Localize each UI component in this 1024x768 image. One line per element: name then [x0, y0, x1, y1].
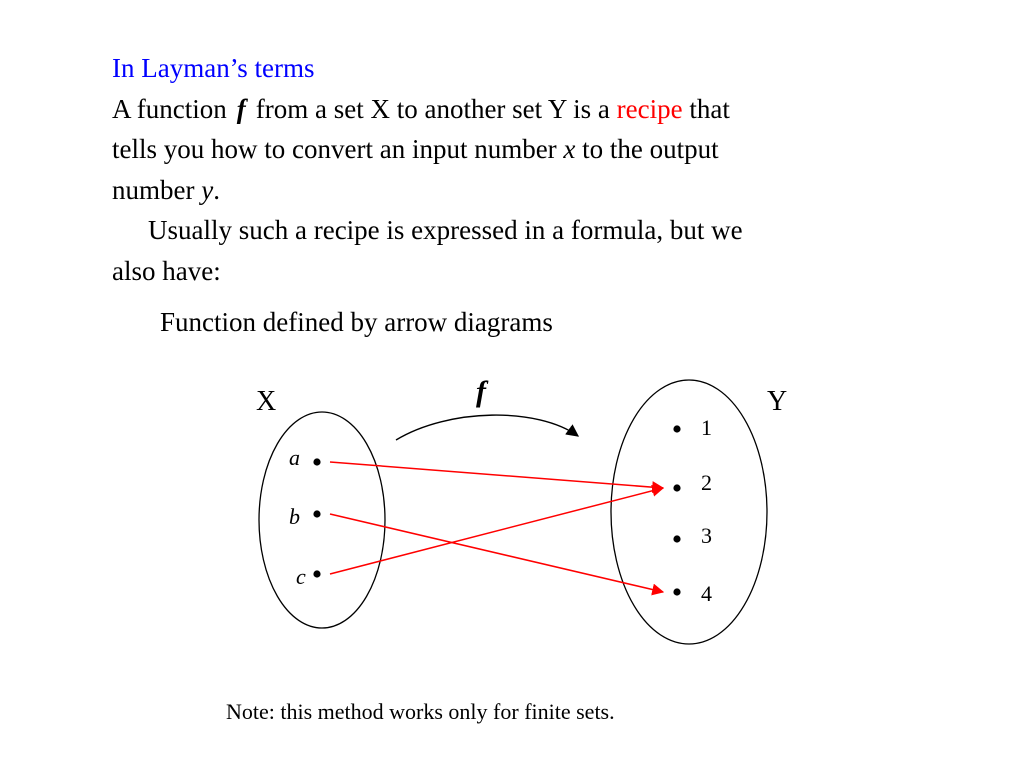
mapping-arrow-c-to-2 [330, 488, 663, 574]
p1-part4: tells you how to convert an input number [112, 134, 557, 164]
codomain-element-dot-4 [673, 588, 680, 595]
mapping-arrow-b-to-4 [330, 514, 663, 592]
codomain-element-dot-2 [673, 484, 680, 491]
domain-element-dot-a [313, 458, 320, 465]
domain-label: X [256, 386, 277, 417]
codomain-element-dot-1 [673, 425, 680, 432]
codomain-element-dot-3 [673, 535, 680, 542]
diagram-subheading: Function defined by arrow diagrams [160, 307, 553, 337]
domain-element-label-b: b [289, 504, 300, 529]
input-variable: x [563, 134, 576, 164]
domain-element-label-a: a [289, 445, 300, 470]
codomain-element-label-1: 1 [701, 415, 712, 440]
function-symbol: f [236, 93, 246, 124]
heading: In Layman’s terms [112, 53, 315, 83]
output-variable: y [201, 174, 214, 205]
finite-sets-note: Note: this method works only for finite sets. [226, 699, 615, 724]
function-label: f [476, 375, 486, 408]
domain-element-dot-c [313, 570, 320, 577]
codomain-set-ellipse [611, 380, 767, 644]
p1-part2: from a set X to another set Y is a [255, 93, 610, 124]
p1-part6: number [112, 174, 195, 205]
function-arrow [396, 415, 578, 440]
domain-element-label-c: c [296, 564, 306, 589]
p1-part3: that [689, 93, 730, 124]
codomain-label: Y [767, 386, 788, 417]
codomain-points [673, 415, 712, 606]
p2-line1-text: Usually such a recipe is expressed in a formula, but we [148, 215, 743, 245]
domain-points [289, 445, 321, 589]
domain-element-dot-b [313, 510, 320, 517]
codomain-element-label-3: 3 [701, 523, 712, 548]
recipe-highlight: recipe [616, 93, 683, 124]
p1-part1: A function [112, 93, 227, 124]
p1-part7: . [213, 174, 220, 205]
codomain-element-label-2: 2 [701, 470, 712, 495]
domain-set-ellipse [259, 412, 385, 628]
p1-part5: to the output [582, 134, 719, 164]
codomain-element-label-4: 4 [701, 581, 712, 606]
paragraph2-line2: also have: [112, 255, 221, 286]
